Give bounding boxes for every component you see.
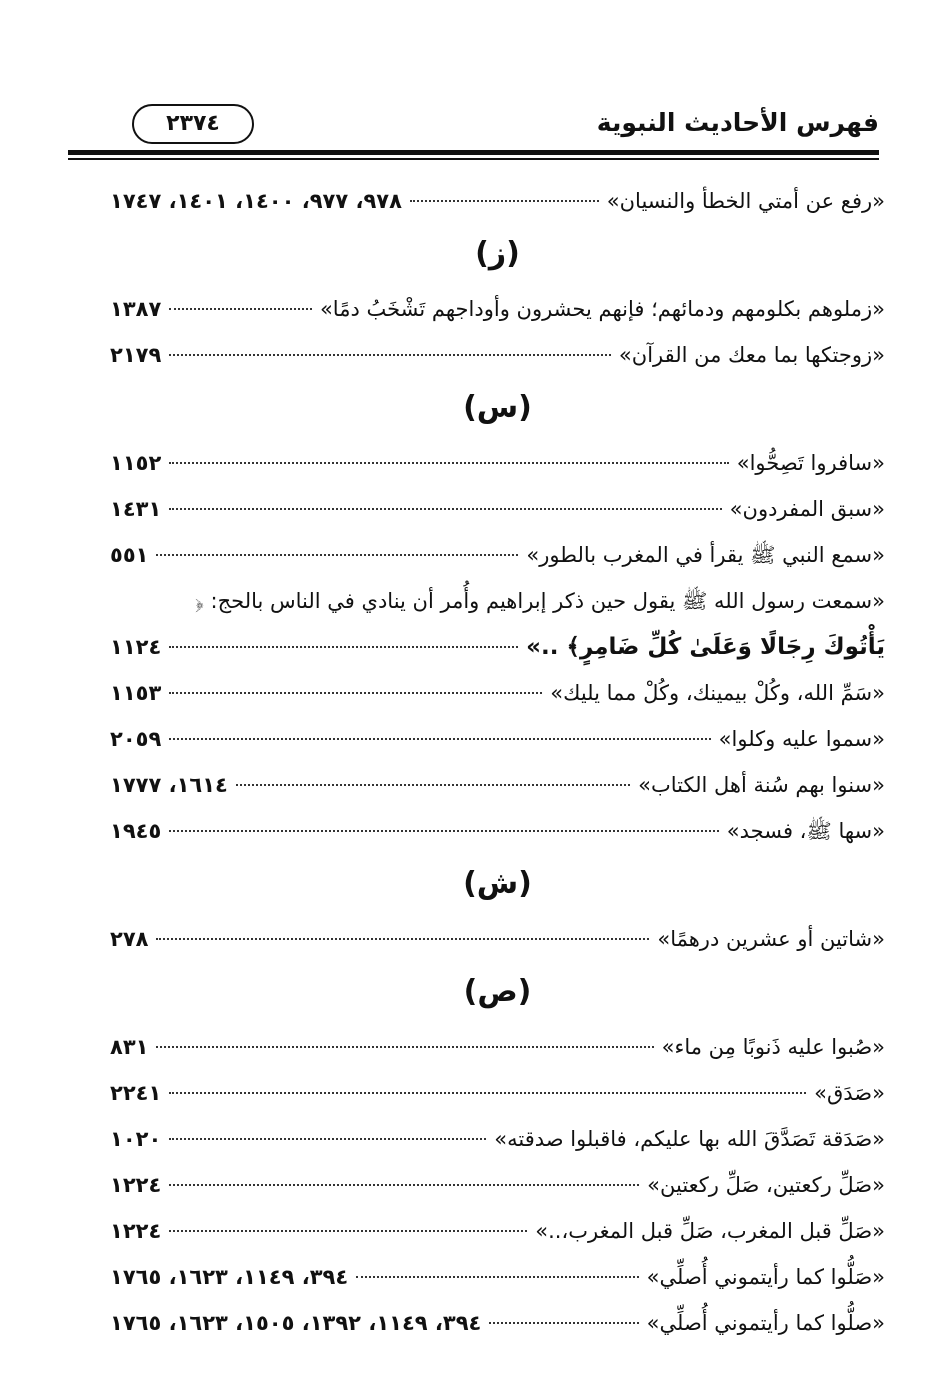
- hadith-refs: ١١٢٤: [110, 635, 162, 659]
- index-entry: [110, 1162, 885, 1208]
- index-entry: [110, 808, 885, 854]
- hadith-refs: ٩٧٨، ٩٧٧، ١٤٠٠، ١٤٠١، ١٧٤٧: [110, 189, 402, 213]
- hadith-text: «سموا عليه وكلوا»: [718, 727, 885, 751]
- leader-dots: [169, 354, 611, 356]
- hadith-text: «صلُّوا كما رأيتموني أُصلِّي»: [646, 1311, 885, 1335]
- page-header: [68, 100, 879, 152]
- section-letter-sheen: (ش): [463, 866, 532, 901]
- section-letter-seen: (س): [463, 390, 532, 425]
- index-entry: [110, 716, 885, 762]
- section-letter-sad: (ص): [463, 974, 532, 1009]
- hadith-text: «سنوا بهم سُنة أهل الكتاب»: [638, 773, 885, 797]
- page-number-badge: ٢٣٧٤: [132, 104, 254, 144]
- hadith-text: «رفع عن أمتي الخطأ والنسيان»: [606, 189, 885, 213]
- hadith-refs: ١٤٣١: [110, 497, 162, 521]
- index-entry: [110, 1116, 885, 1162]
- leader-dots: [156, 1046, 653, 1048]
- index-entry: [110, 532, 885, 578]
- hadith-text: «زوجتكها بما معك من القرآن»: [618, 343, 885, 367]
- hadith-text: «سها ﷺ، فسجد»: [726, 819, 885, 843]
- hadith-refs: ٣٩٤، ١١٤٩، ١٣٩٢، ١٥٠٥، ١٦٢٣، ١٧٦٥: [110, 1311, 482, 1335]
- hadith-text-line1: «سمعت رسول الله ﷺ يقول حين ذكر إبراهيم وأُمر أن ينادي في الناس بالحج: ﴿: [195, 589, 885, 613]
- hadith-refs: ٢١٧٩: [110, 343, 162, 367]
- hadith-text: «سبق المفردون»: [729, 497, 885, 521]
- leader-dots: [489, 1322, 638, 1324]
- header-rule-thick: [68, 150, 879, 155]
- hadith-text: «سَمِّ الله، وكُلْ بيمينك، وكُلْ مما يليك»: [550, 681, 885, 705]
- hadith-refs: ٨٣١: [110, 1035, 149, 1059]
- index-entry: [110, 286, 885, 332]
- hadith-refs: ١٢٢٤: [110, 1173, 162, 1197]
- hadith-refs: ٥٥١: [110, 543, 149, 567]
- hadith-text: «صَلِّ قبل المغرب، صَلِّ قبل المغرب،..»: [535, 1219, 885, 1243]
- leader-dots: [410, 200, 599, 202]
- index-entry: [110, 486, 885, 532]
- leader-dots: [169, 646, 518, 648]
- section-letter-zay: (ز): [475, 236, 520, 271]
- leader-dots: [169, 1138, 486, 1140]
- hadith-refs: ٢٢٤١: [110, 1081, 162, 1105]
- hadith-refs: ٣٩٤، ١١٤٩، ١٦٢٣، ١٧٦٥: [110, 1265, 349, 1289]
- leader-dots: [169, 1230, 527, 1232]
- hadith-text: «زملوهم بكلومهم ودمائهم؛ فإنهم يحشرون وأوداجهم تَشْخَبُ دمًا»: [319, 297, 885, 321]
- leader-dots: [169, 1092, 806, 1094]
- hadith-text: «صَدَقة تَصَدَّقَ الله بها عليكم، فاقبلوا صدقته»: [494, 1127, 885, 1151]
- hadith-text: «صُبوا عليه ذَنوبًا مِن ماء»: [661, 1035, 885, 1059]
- hadith-text: «صَلُّوا كما رأيتموني أُصلِّي»: [646, 1265, 885, 1289]
- index-entry: [110, 1208, 885, 1254]
- leader-dots: [169, 738, 710, 740]
- index-entry: [110, 178, 885, 224]
- hadith-refs: ١١٥٣: [110, 681, 162, 705]
- leader-dots: [156, 554, 518, 556]
- hadith-text: «صَدَق»: [814, 1081, 885, 1105]
- leader-dots: [169, 1184, 639, 1186]
- leader-dots: [169, 830, 719, 832]
- index-entry: [110, 1070, 885, 1116]
- leader-dots: [169, 308, 312, 310]
- index-entry: [110, 762, 885, 808]
- hadith-refs: ١٦١٤، ١٧٧٧: [110, 773, 228, 797]
- hadith-refs: ٢٠٥٩: [110, 727, 162, 751]
- hadith-text: «شاتين أو عشرين درهمًا»: [657, 927, 885, 951]
- hadith-refs: ١١٥٢: [110, 451, 162, 475]
- index-entry: [110, 1254, 885, 1300]
- leader-dots: [156, 938, 649, 940]
- hadith-refs: ١٣٨٧: [110, 297, 162, 321]
- index-entry: [110, 440, 885, 486]
- leader-dots: [169, 462, 728, 464]
- hadith-text-line2: يَأْتُوكَ رِجَالًا وَعَلَىٰ كُلِّ ضَامِرٍ﴾ ..»: [526, 634, 885, 660]
- leader-dots: [169, 508, 721, 510]
- index-entry: [110, 1024, 885, 1070]
- hadith-text: «سمع النبي ﷺ يقرأ في المغرب بالطور»: [526, 543, 885, 567]
- header-rule-thin: [68, 158, 879, 160]
- hadith-refs: ١٠٢٠: [110, 1127, 162, 1151]
- index-entry: [110, 1300, 885, 1346]
- index-entry: [110, 916, 885, 962]
- leader-dots: [356, 1276, 638, 1278]
- index-entry: [110, 332, 885, 378]
- index-entry: [110, 670, 885, 716]
- hadith-text: «سافروا تَصِحُّوا»: [736, 451, 885, 475]
- index-entry: [110, 624, 885, 670]
- leader-dots: [169, 692, 542, 694]
- hadith-refs: ١٢٢٤: [110, 1219, 162, 1243]
- leader-dots: [236, 784, 630, 786]
- hadith-refs: ٢٧٨: [110, 927, 149, 951]
- hadith-text: «صَلِّ ركعتين، صَلِّ ركعتين»: [647, 1173, 885, 1197]
- hadith-refs: ١٩٤٥: [110, 819, 162, 843]
- hadith-index: [110, 178, 885, 1346]
- page-title: فهرس الأحاديث النبوية: [596, 108, 879, 137]
